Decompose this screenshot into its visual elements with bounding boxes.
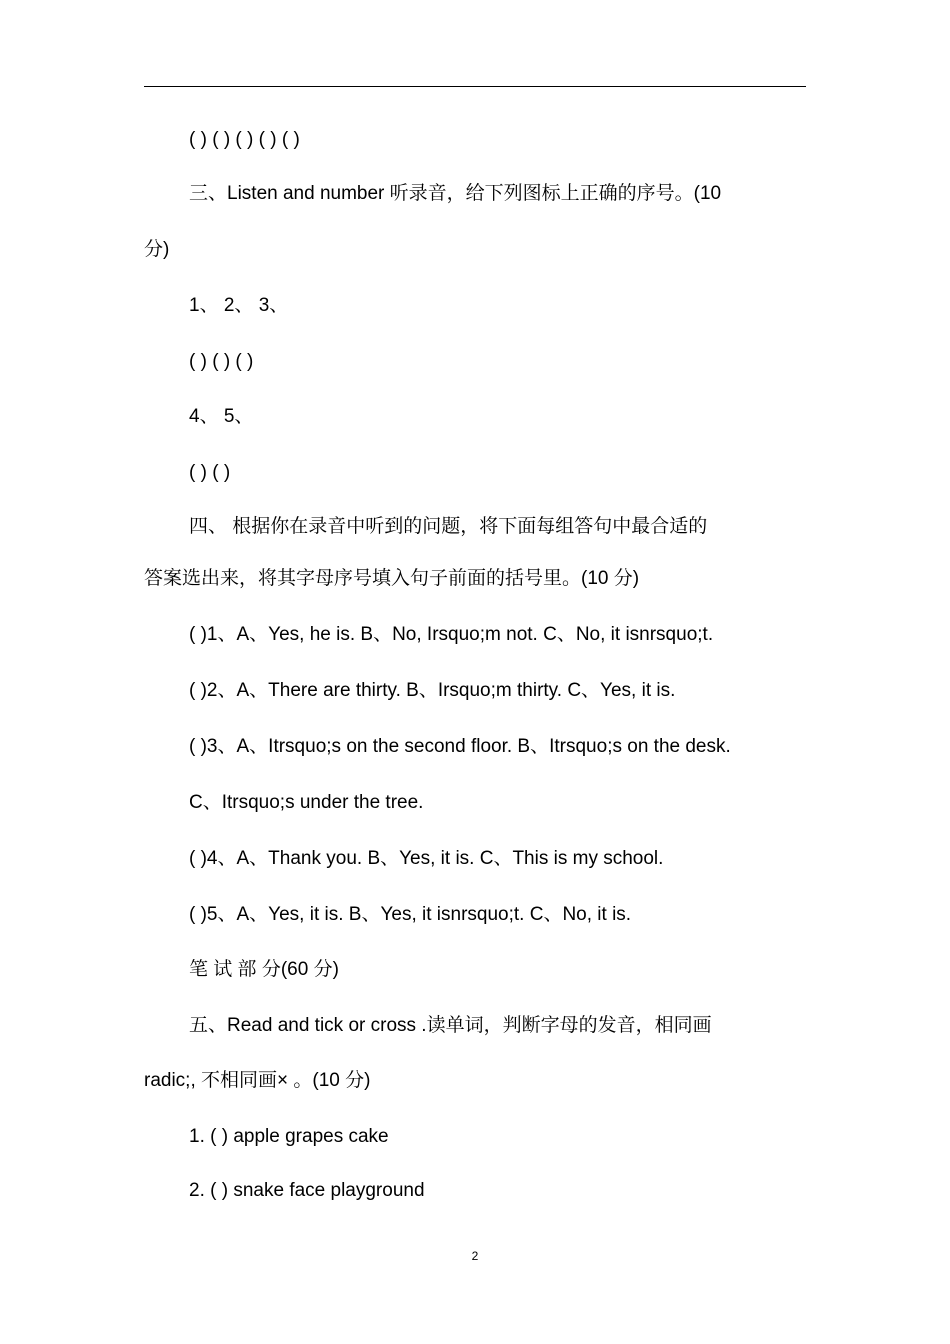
question-line: ( )5、A、Yes, it is. B、Yes, it isnrsquo;t. C、No, it is. — [189, 904, 632, 925]
paragraph-line: ( ) ( ) ( ) — [189, 351, 254, 372]
question-line: ( )2、A、There are thirty. B、Irsquo;m thirty. C、Yes, it is. — [189, 680, 676, 701]
question-line: ( )4、A、Thank you. B、Yes, it is. C、This is my school. — [189, 848, 664, 869]
question-line: ( )1、A、Yes, he is. B、No, Irsquo;m not. C、No, it isnrsquo;t. — [189, 624, 714, 645]
paragraph-line: ( ) ( ) ( ) ( ) ( ) — [189, 129, 300, 150]
question-line: 1. ( ) apple grapes cake — [189, 1126, 389, 1147]
paragraph-line: 分) — [144, 239, 170, 260]
paragraph-line: radic;, 不相同画× 。(10 分) — [144, 1070, 371, 1091]
written-part-heading: 笔 试 部 分(60 分) — [189, 959, 339, 980]
section-3-heading: 三、Listen and number 听录音，给下列图标上正确的序号。(10 — [189, 183, 722, 204]
paragraph-line: ( ) ( ) — [189, 462, 231, 483]
section-5-heading: 五、Read and tick or cross .读单词，判断字母的发音，相同画 — [189, 1015, 712, 1036]
paragraph-line: 1、 2、 3、 — [189, 295, 289, 316]
question-line: 2. ( ) snake face playground — [189, 1180, 425, 1201]
question-line: ( )3、A、Itrsquo;s on the second floor. B、Itrsquo;s on the desk. — [189, 736, 731, 757]
paragraph-line: 4、 5、 — [189, 406, 254, 427]
header-rule — [144, 86, 806, 87]
page-number: 2 — [471, 1249, 479, 1263]
paragraph-line: 答案选出来，将其字母序号填入句子前面的括号里。(10 分) — [144, 568, 640, 589]
question-line: C、Itrsquo;s under the tree. — [189, 792, 424, 813]
section-4-heading: 四、 根据你在录音中听到的问题，将下面每组答句中最合适的 — [189, 516, 708, 537]
